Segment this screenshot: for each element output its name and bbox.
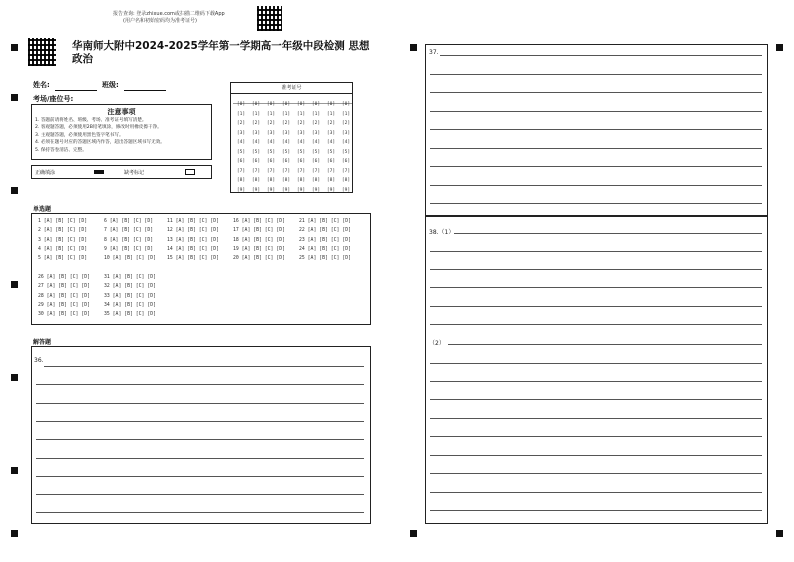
filled-mark-icon	[94, 170, 104, 174]
answer-line	[430, 436, 762, 437]
ticket-digit-bubble[interactable]: [6]	[266, 159, 276, 164]
ticket-digit-bubble[interactable]: [9]	[281, 187, 291, 193]
mc-question[interactable]: 1 [A] [B] [C] [D]	[38, 219, 88, 224]
room-label: 考场/座位号:	[33, 95, 74, 103]
answer-line	[430, 203, 762, 204]
ticket-digit-bubble[interactable]: [4]	[266, 140, 276, 145]
notice-item: 1. 答题前请将姓名、班级、考场、准考证号填写清楚。	[35, 118, 147, 123]
answer-line	[430, 287, 762, 288]
ticket-digit-bubble[interactable]: [8]	[341, 178, 351, 183]
ticket-digit-bubble[interactable]: [5]	[311, 149, 321, 155]
ticket-digit-bubble[interactable]: [0]	[281, 102, 291, 107]
ticket-digit-bubble[interactable]: [3]	[251, 130, 261, 136]
mc-question[interactable]: 33 [A] [B] [C] [D]	[104, 293, 156, 299]
mc-question[interactable]: 12 [A] [B] [C] [D]	[167, 228, 219, 234]
mc-question[interactable]: 14 [A] [B] [C] [D]	[167, 246, 219, 252]
ticket-digit-bubble[interactable]: [4]	[311, 140, 321, 145]
answer-line	[454, 233, 762, 234]
mc-question[interactable]: 17 [A] [B] [C] [D]	[233, 228, 285, 234]
mc-question[interactable]: 23 [A] [B] [C] [D]	[299, 237, 351, 243]
mc-question[interactable]: 20 [A] [B] [C] [D]	[233, 256, 285, 262]
ticket-digit-bubble[interactable]: [5]	[281, 149, 291, 155]
ticket-digit-bubble[interactable]: [8]	[326, 178, 336, 183]
answer-line	[430, 473, 762, 474]
qr-code-icon	[257, 6, 282, 31]
ticket-digit-bubble[interactable]: [8]	[311, 178, 321, 183]
ticket-digit-bubble[interactable]: [1]	[236, 111, 246, 117]
mc-question[interactable]: 2 [A] [B] [C] [D]	[38, 228, 88, 234]
answer-box-38[interactable]	[425, 216, 768, 524]
correct-fill-label: 正确填涂	[35, 170, 56, 176]
ticket-digit-bubble[interactable]: [2]	[266, 121, 276, 126]
mc-question[interactable]: 22 [A] [B] [C] [D]	[299, 228, 351, 234]
ticket-digit-bubble[interactable]: [9]	[326, 187, 336, 193]
registration-mark	[11, 467, 18, 474]
scan-instruction-note: (用户名和初始密码均为准考证号)	[123, 18, 197, 24]
ticket-digit-bubble[interactable]: [9]	[296, 187, 306, 193]
scan-instruction: 报告查询: 登录zhixue.com或扫描二维码下载App	[113, 11, 225, 17]
question-number: 36.	[34, 357, 44, 364]
ticket-digit-bubble[interactable]: [8]	[251, 178, 261, 183]
ticket-digit-bubble[interactable]: [9]	[266, 187, 276, 193]
notice-item: 2. 客观题答题，必须使用2B铅笔填涂，修改时用橡皮擦干净。	[35, 125, 162, 131]
ticket-digit-column	[310, 100, 322, 195]
answer-line	[430, 269, 762, 270]
ticket-digit-bubble[interactable]: [2]	[281, 121, 291, 126]
answer-line	[448, 344, 762, 345]
ticket-digit-bubble[interactable]: [2]	[251, 121, 261, 126]
ticket-digit-bubble[interactable]: [4]	[326, 140, 336, 145]
registration-mark	[11, 44, 18, 51]
ticket-digit-column	[265, 100, 277, 195]
question-number: 37.	[429, 49, 439, 56]
essay-section-label: 解答题	[33, 339, 52, 346]
ticket-digit-bubble[interactable]: [5]	[251, 149, 261, 155]
mc-question[interactable]: 28 [A] [B] [C] [D]	[38, 293, 90, 299]
answer-line	[44, 366, 364, 367]
answer-box-36[interactable]	[31, 346, 371, 524]
question-number: （2）	[429, 340, 445, 347]
ticket-digit-bubble[interactable]: [8]	[266, 178, 276, 183]
ticket-digit-bubble[interactable]: [7]	[281, 168, 291, 174]
ticket-digit-bubble[interactable]: [9]	[236, 187, 246, 193]
mc-question[interactable]: 9 [A] [B] [C] [D]	[104, 246, 154, 252]
ticket-digit-column	[340, 100, 352, 195]
mc-question[interactable]: 8 [A] [B] [C] [D]	[104, 237, 154, 243]
ticket-digit-bubble[interactable]: [0]	[311, 102, 321, 107]
mc-question[interactable]: 3 [A] [B] [C] [D]	[38, 237, 88, 243]
answer-line	[430, 510, 762, 511]
answer-line	[430, 418, 762, 419]
ticket-digit-bubble[interactable]: [2]	[296, 121, 306, 126]
ticket-digit-bubble[interactable]: [4]	[281, 140, 291, 145]
mc-question[interactable]: 32 [A] [B] [C] [D]	[104, 284, 156, 290]
mc-question[interactable]: 31 [A] [B] [C] [D]	[104, 275, 156, 280]
answer-line	[36, 494, 364, 495]
registration-mark	[410, 530, 417, 537]
class-label: 班级:	[102, 81, 119, 89]
absent-checkbox[interactable]	[185, 169, 195, 175]
answer-line	[36, 384, 364, 385]
ticket-digit-bubble[interactable]: [0]	[341, 102, 351, 107]
answer-line	[430, 92, 762, 93]
ticket-digit-bubble[interactable]: [6]	[296, 159, 306, 164]
ticket-digit-bubble[interactable]: [1]	[296, 111, 306, 117]
ticket-digit-bubble[interactable]: [5]	[296, 149, 306, 155]
answer-line	[430, 251, 762, 252]
registration-mark	[11, 187, 18, 194]
ticket-digit-bubble[interactable]: [7]	[266, 168, 276, 174]
mc-question[interactable]: 25 [A] [B] [C] [D]	[299, 256, 351, 262]
ticket-digit-bubble[interactable]: [0]	[236, 102, 246, 107]
mc-question[interactable]: 29 [A] [B] [C] [D]	[38, 302, 90, 308]
ticket-number-box	[230, 82, 353, 193]
ticket-digit-column	[325, 100, 337, 195]
mc-question[interactable]: 5 [A] [B] [C] [D]	[38, 256, 88, 262]
mc-question[interactable]: 24 [A] [B] [C] [D]	[299, 246, 351, 252]
registration-mark	[776, 530, 783, 537]
ticket-digit-bubble[interactable]: [4]	[341, 140, 351, 145]
answer-line	[430, 455, 762, 456]
ticket-digit-bubble[interactable]: [8]	[281, 178, 291, 183]
notice-item: 3. 主观题答题，必须使用黑色签字笔书写。	[35, 132, 124, 138]
registration-mark	[776, 44, 783, 51]
answer-line	[36, 476, 364, 477]
ticket-digit-bubble[interactable]: [4]	[251, 140, 261, 145]
ticket-digit-bubble[interactable]: [2]	[341, 121, 351, 126]
ticket-digit-bubble[interactable]: [8]	[236, 178, 246, 183]
ticket-digit-bubble[interactable]: [3]	[311, 130, 321, 136]
ticket-digit-bubble[interactable]: [3]	[281, 130, 291, 136]
mc-question[interactable]: 18 [A] [B] [C] [D]	[233, 237, 285, 243]
ticket-label: 准考证号	[231, 83, 352, 94]
ticket-digit-bubble[interactable]: [6]	[341, 159, 351, 164]
mc-question[interactable]: 6 [A] [B] [C] [D]	[104, 219, 154, 224]
ticket-digit-bubble[interactable]: [0]	[296, 102, 306, 107]
answer-line	[430, 492, 762, 493]
ticket-digit-bubble[interactable]: [1]	[311, 111, 321, 117]
ticket-digit-bubble[interactable]: [7]	[296, 168, 306, 174]
question-number: 38.（1）	[429, 229, 455, 236]
ticket-digit-bubble[interactable]: [6]	[326, 159, 336, 164]
ticket-digit-bubble[interactable]: [1]	[326, 111, 336, 117]
page-title: 华南师大附中2024-2025学年第一学期高一年级中段检测 思想政治	[72, 40, 370, 65]
ticket-digit-bubble[interactable]: [3]	[266, 130, 276, 136]
answer-box-37[interactable]	[425, 44, 768, 216]
answer-line	[430, 363, 762, 364]
ticket-digit-bubble[interactable]: [7]	[341, 168, 351, 174]
ticket-digit-column	[235, 100, 247, 195]
mc-question[interactable]: 30 [A] [B] [C] [D]	[38, 312, 90, 318]
answer-line	[430, 324, 762, 325]
mc-question[interactable]: 10 [A] [B] [C] [D]	[104, 256, 156, 262]
ticket-digit-bubble[interactable]: [3]	[236, 130, 246, 136]
registration-mark	[11, 530, 18, 537]
room-field[interactable]	[33, 86, 138, 105]
ticket-digit-bubble[interactable]: [3]	[326, 130, 336, 136]
ticket-digit-bubble[interactable]: [5]	[341, 149, 351, 155]
answer-line	[430, 185, 762, 186]
mc-box	[31, 213, 371, 325]
answer-line	[430, 148, 762, 149]
answer-line	[36, 403, 364, 404]
ticket-digit-bubble[interactable]: [4]	[236, 140, 246, 145]
ticket-digit-bubble[interactable]: [7]	[236, 168, 246, 174]
ticket-digit-bubble[interactable]: [7]	[251, 168, 261, 174]
answer-line	[430, 166, 762, 167]
answer-line	[430, 74, 762, 75]
ticket-digit-bubble[interactable]: [9]	[341, 187, 351, 193]
notice-box	[31, 104, 212, 160]
ticket-digit-bubble[interactable]: [5]	[326, 149, 336, 155]
registration-mark	[410, 44, 417, 51]
answer-line	[36, 439, 364, 440]
registration-mark	[11, 94, 18, 101]
ticket-digit-bubble[interactable]: [2]	[236, 121, 246, 126]
ticket-digit-bubble[interactable]: [4]	[296, 140, 306, 145]
ticket-digit-bubble[interactable]: [2]	[326, 121, 336, 126]
answer-line	[430, 306, 762, 307]
notice-title: 注意事项	[107, 108, 136, 116]
mc-question[interactable]: 16 [A] [B] [C] [D]	[233, 219, 285, 224]
ticket-digit-bubble[interactable]: [0]	[326, 102, 336, 107]
mc-question[interactable]: 15 [A] [B] [C] [D]	[167, 256, 219, 262]
ticket-digit-bubble[interactable]: [0]	[266, 102, 276, 107]
mc-question[interactable]: 4 [A] [B] [C] [D]	[38, 246, 88, 252]
ticket-digit-bubble[interactable]: [3]	[296, 130, 306, 136]
ticket-digit-bubble[interactable]: [9]	[251, 187, 261, 193]
ticket-digit-bubble[interactable]: [7]	[326, 168, 336, 174]
mc-question[interactable]: 34 [A] [B] [C] [D]	[104, 302, 156, 308]
fill-example-box	[31, 165, 212, 179]
registration-mark	[11, 374, 18, 381]
ticket-digit-bubble[interactable]: [6]	[251, 159, 261, 164]
ticket-digit-bubble[interactable]: [2]	[311, 121, 321, 126]
ticket-digit-bubble[interactable]: [8]	[296, 178, 306, 183]
mc-question[interactable]: 19 [A] [B] [C] [D]	[233, 246, 285, 252]
ticket-digit-column	[280, 100, 292, 195]
mc-section-label: 单选题	[33, 206, 52, 213]
notice-item: 5. 保持答卷清洁、完整。	[35, 147, 87, 153]
ticket-digit-bubble[interactable]: [7]	[311, 168, 321, 174]
absent-mark-label: 缺考标记	[124, 170, 145, 176]
mc-question[interactable]: 26 [A] [B] [C] [D]	[38, 275, 90, 280]
ticket-digit-bubble[interactable]: [6]	[281, 159, 291, 164]
answer-line	[36, 421, 364, 422]
ticket-digit-bubble[interactable]: [1]	[341, 111, 351, 117]
ticket-digit-bubble[interactable]: [1]	[266, 111, 276, 117]
ticket-digit-bubble[interactable]: [6]	[311, 159, 321, 164]
ticket-digit-bubble[interactable]: [5]	[236, 149, 246, 155]
answer-line	[430, 381, 762, 382]
mc-question[interactable]: 21 [A] [B] [C] [D]	[299, 219, 351, 224]
answer-line	[36, 458, 364, 459]
mc-question[interactable]: 7 [A] [B] [C] [D]	[104, 228, 154, 234]
qr-code-icon	[28, 38, 56, 66]
ticket-digit-column	[250, 100, 262, 195]
ticket-digit-bubble[interactable]: [9]	[311, 187, 321, 193]
answer-line	[430, 399, 762, 400]
ticket-digit-bubble[interactable]: [6]	[236, 159, 246, 164]
answer-line	[36, 512, 364, 513]
ticket-digit-bubble[interactable]: [1]	[281, 111, 291, 117]
ticket-digit-bubble[interactable]: [3]	[341, 130, 351, 136]
ticket-digit-bubble[interactable]: [0]	[251, 102, 261, 107]
ticket-digit-bubble[interactable]: [1]	[251, 111, 261, 117]
ticket-digit-bubble[interactable]: [5]	[266, 149, 276, 155]
mc-question[interactable]: 13 [A] [B] [C] [D]	[167, 237, 219, 243]
answer-line	[440, 55, 762, 56]
mc-question[interactable]: 27 [A] [B] [C] [D]	[38, 284, 90, 290]
notice-item: 4. 必须在题号对应的答题区域内作答，超出答题区域书写无效。	[35, 140, 165, 146]
name-label: 姓名:	[33, 81, 50, 89]
answer-line	[430, 129, 762, 130]
mc-question[interactable]: 35 [A] [B] [C] [D]	[104, 312, 156, 318]
ticket-digit-column	[295, 100, 307, 195]
registration-mark	[11, 281, 18, 288]
mc-question[interactable]: 11 [A] [B] [C] [D]	[167, 219, 219, 224]
answer-line	[430, 111, 762, 112]
